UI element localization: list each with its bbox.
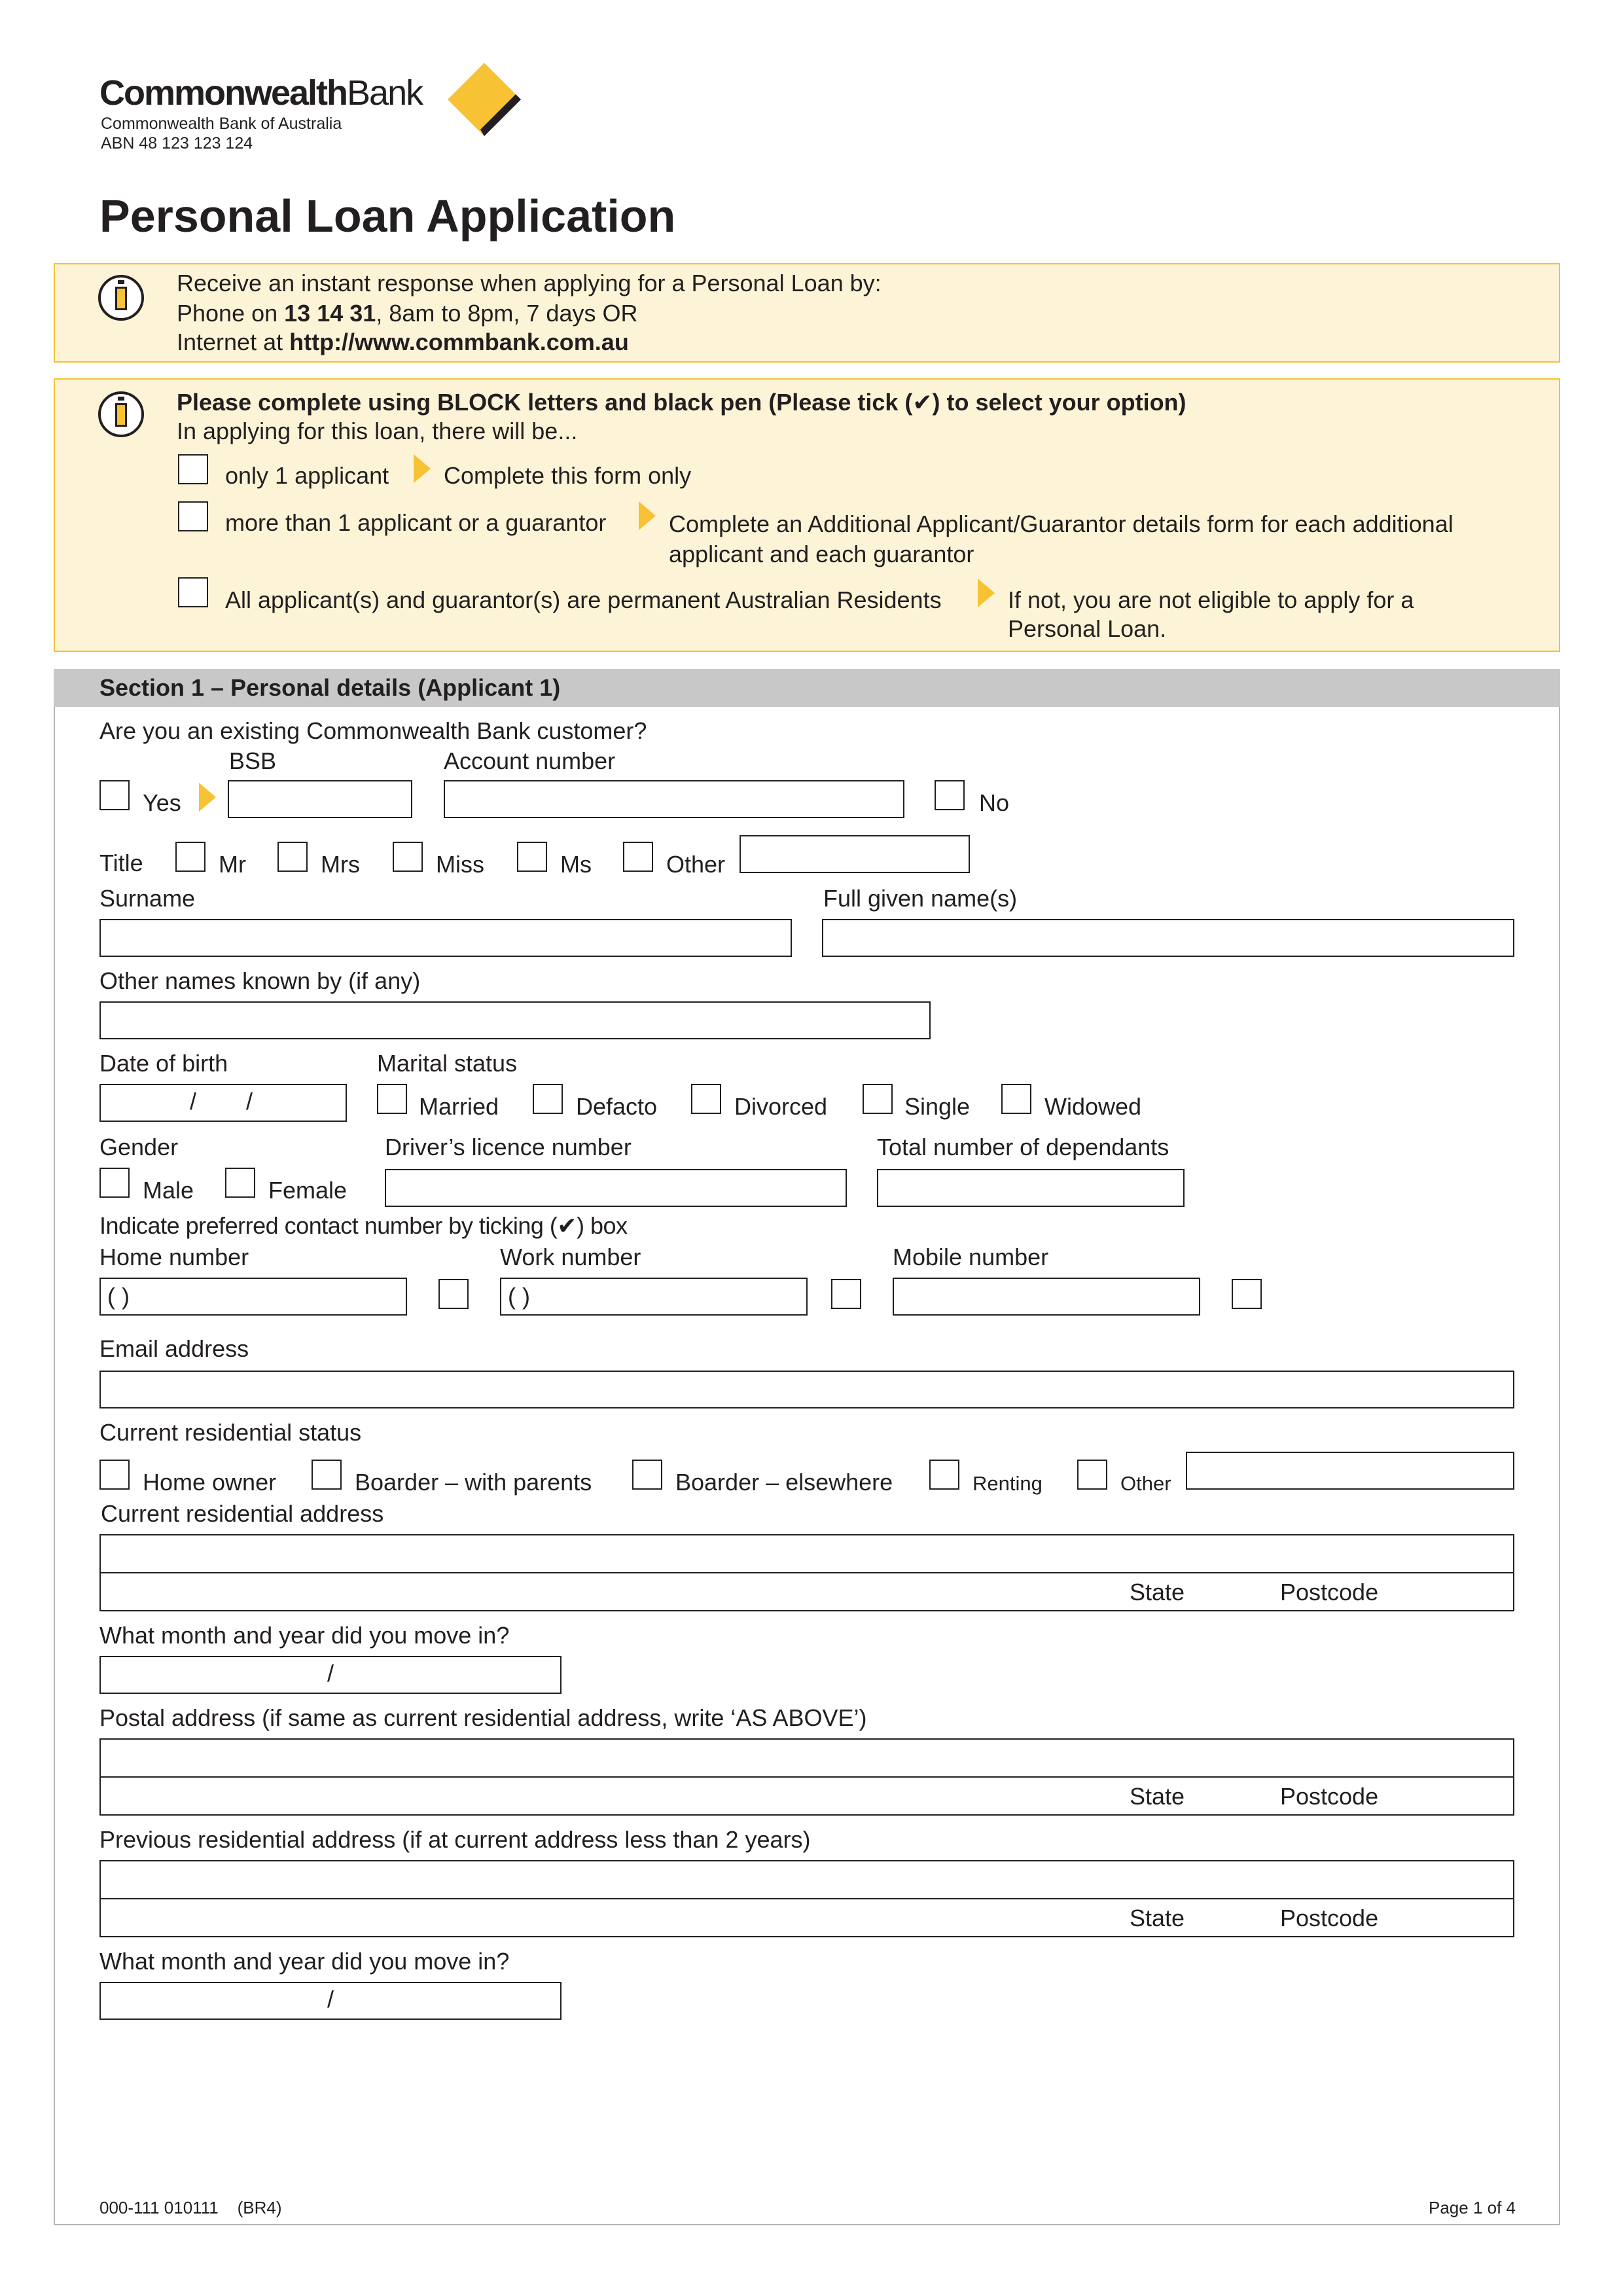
opt3-note2: Personal Loan. [1008,615,1167,642]
work-number-label: Work number [500,1244,641,1270]
instructions-intro: In applying for this loan, there will be... [177,418,578,444]
title-mr: Mr [219,851,246,878]
checkbox-res-other[interactable] [1077,1460,1107,1490]
res-other: Other [1120,1472,1171,1495]
form-code: 000-111 010111 (BR4) [99,2198,282,2217]
page-number: Page 1 of 4 [1429,2198,1516,2217]
work-number-input[interactable] [500,1278,808,1316]
arrow-icon [414,454,431,483]
title-miss: Miss [436,851,484,878]
opt3-label: All applicant(s) and guarantor(s) are permanent Australian Residents [225,586,942,613]
res-home-owner: Home owner [143,1469,277,1496]
other-names-input[interactable] [99,1001,931,1039]
brand-light: Bank [347,73,423,113]
company-name: Commonwealth Bank of Australia [101,115,342,133]
gender-male: Male [143,1177,194,1204]
move-in-label: What month and year did you move in? [99,1622,510,1649]
dob-label: Date of birth [99,1050,228,1077]
info-icon [98,391,144,437]
address-divider [99,1898,1514,1899]
checkbox-residents[interactable] [178,577,208,607]
arrow-icon [978,579,995,607]
info-icon [98,275,144,321]
info-phone-line: Phone on 13 14 31, 8am to 8pm, 7 days OR [177,300,638,327]
arrow-icon [199,783,216,812]
licence-label: Driver’s licence number [385,1134,632,1160]
opt2-note2: applicant and each guarantor [669,541,974,567]
given-names-input[interactable] [822,919,1514,957]
marital-divorced: Divorced [734,1093,828,1120]
res-boarder-parents: Boarder – with parents [355,1469,592,1496]
checkbox-single[interactable] [863,1084,893,1114]
work-area-code: ( ) [508,1283,530,1310]
state-label: State [1130,1905,1185,1931]
checkbox-boarder-parents[interactable] [312,1460,342,1490]
info-line1: Receive an instant response when applying for a Personal Loan by: [177,270,882,296]
home-area-code: ( ) [107,1283,130,1310]
dob-sep: / [246,1088,253,1115]
res-address-label: Current residential address [101,1500,384,1527]
info-internet-line: Internet at http://www.commbank.com.au [177,329,629,355]
marital-single: Single [904,1093,971,1120]
instructions-heading: Please complete using BLOCK letters and black pen (Please tick (✔) to select your option) [177,389,1186,416]
checkbox-renting[interactable] [929,1460,959,1490]
state-label: State [1130,1783,1185,1810]
abn: ABN 48 123 123 124 [101,134,253,152]
postal-address-label: Postal address (if same as current residential address, write ‘AS ABOVE’) [99,1704,867,1731]
checkbox-more-applicants[interactable] [178,501,208,531]
checkbox-widowed[interactable] [1001,1084,1031,1114]
checkbox-married[interactable] [377,1084,407,1114]
checkbox-work-preferred[interactable] [831,1279,861,1309]
checkbox-mr[interactable] [175,842,205,872]
move-in-label-2: What month and year did you move in? [99,1948,510,1975]
account-number-input[interactable] [444,780,904,818]
phone-number: 13 14 31 [284,300,376,327]
move-in-slash: / [327,1660,334,1687]
email-label: Email address [99,1335,249,1362]
checkbox-male[interactable] [99,1168,130,1198]
brand-diamond-icon [445,60,524,139]
brand-logo-text [99,73,422,113]
existing-customer-question: Are you an existing Commonwealth Bank customer? [99,717,647,744]
website-link[interactable]: http://www.commbank.com.au [289,329,629,355]
marital-married: Married [419,1093,499,1120]
checkbox-boarder-elsewhere[interactable] [632,1460,662,1490]
page-title: Personal Loan Application [99,190,676,242]
other-names-label: Other names known by (if any) [99,967,421,994]
yes-label: Yes [143,789,181,816]
checkbox-miss[interactable] [393,842,423,872]
postcode-label: Postcode [1280,1905,1379,1931]
bsb-label: BSB [229,747,277,774]
dependants-input[interactable] [877,1169,1185,1207]
gender-female: Female [268,1177,348,1204]
title-mrs: Mrs [321,851,360,878]
checkbox-no[interactable] [935,780,965,810]
res-status-label: Current residential status [99,1419,362,1446]
checkbox-title-other[interactable] [623,842,653,872]
checkbox-mrs[interactable] [277,842,308,872]
gender-label: Gender [99,1134,179,1160]
dependants-label: Total number of dependants [877,1134,1169,1160]
mobile-number-label: Mobile number [893,1244,1049,1270]
mobile-number-input[interactable] [893,1278,1200,1316]
section-title: Section 1 – Personal details (Applicant 1) [99,674,561,701]
previous-address-label: Previous residential address (if at current address less than 2 years) [99,1826,811,1853]
dob-input[interactable] [99,1084,347,1122]
state-label: State [1130,1579,1185,1605]
marital-defacto: Defacto [576,1093,658,1120]
checkbox-defacto[interactable] [533,1084,563,1114]
home-number-input[interactable] [99,1278,407,1316]
res-boarder-elsewhere: Boarder – elsewhere [675,1469,893,1496]
licence-input[interactable] [385,1169,847,1207]
account-number-label: Account number [444,747,616,774]
opt3-note1: If not, you are not eligible to apply for a [1008,586,1414,613]
opt1-label: only 1 applicant [225,462,389,489]
checkbox-ms[interactable] [517,842,547,872]
title-other: Other [666,851,726,878]
brand-bold: Commonwealth [99,73,348,113]
address-divider [99,1776,1514,1778]
checkbox-home-preferred[interactable] [438,1279,469,1309]
move-in-slash: / [327,1986,334,2013]
opt2-label: more than 1 applicant or a guarantor [225,509,607,536]
address-divider [99,1572,1514,1573]
postcode-label: Postcode [1280,1783,1379,1810]
given-names-label: Full given name(s) [823,885,1018,912]
title-other-input[interactable] [740,835,970,873]
home-number-label: Home number [99,1244,249,1270]
title-label: Title [99,850,143,876]
no-label: No [979,789,1010,816]
checkbox-mobile-preferred[interactable] [1232,1279,1262,1309]
opt2-note1: Complete an Additional Applicant/Guarantor details form for each additional [669,511,1454,537]
surname-label: Surname [99,885,196,912]
checkbox-one-applicant[interactable] [178,454,208,484]
checkbox-female[interactable] [225,1168,255,1198]
arrow-icon [639,501,656,530]
bsb-input[interactable] [228,780,412,818]
contact-note: Indicate preferred contact number by ticking (✔) box [99,1212,628,1239]
surname-input[interactable] [99,919,792,957]
res-other-input[interactable] [1186,1452,1514,1490]
title-ms: Ms [560,851,592,878]
checkbox-yes[interactable] [99,780,130,810]
opt1-note: Complete this form only [444,462,692,489]
email-input[interactable] [99,1371,1514,1408]
checkbox-home-owner[interactable] [99,1460,130,1490]
marital-widowed: Widowed [1044,1093,1142,1120]
postcode-label: Postcode [1280,1579,1379,1605]
res-renting: Renting [972,1472,1043,1495]
dob-sep: / [190,1088,197,1115]
checkbox-divorced[interactable] [691,1084,721,1114]
marital-status-label: Marital status [377,1050,518,1077]
